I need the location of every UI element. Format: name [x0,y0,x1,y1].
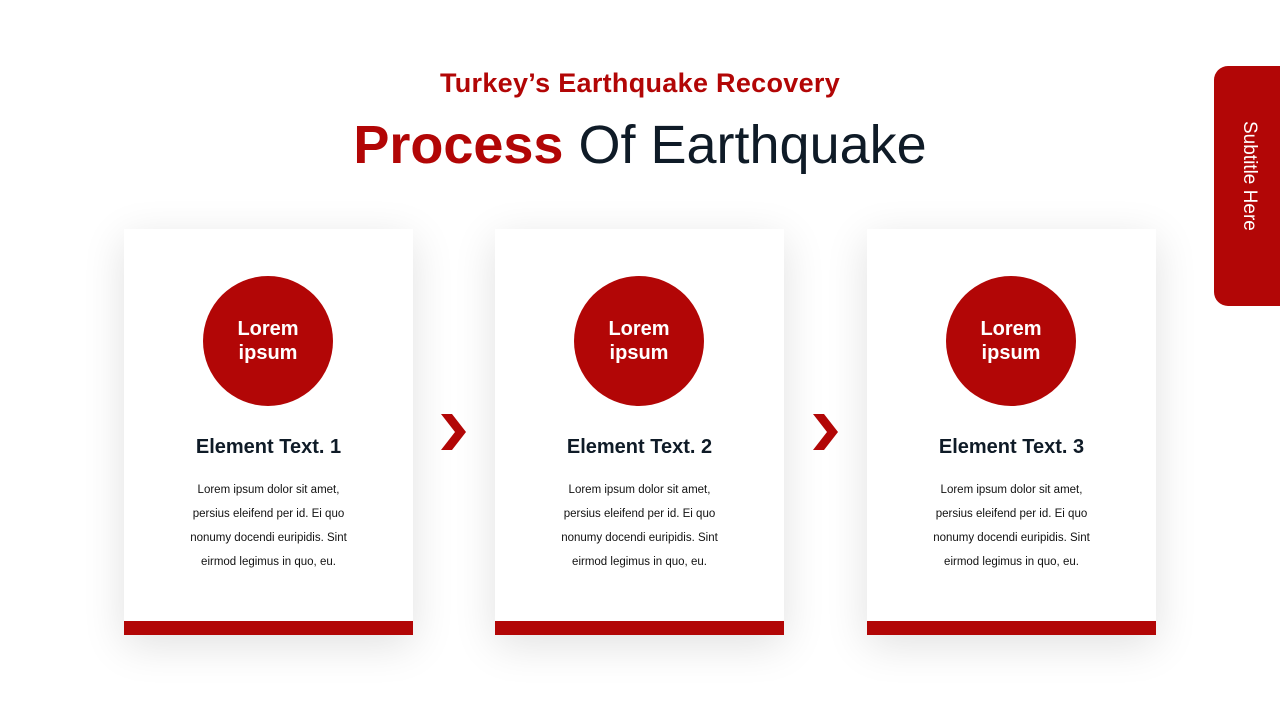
subtitle-label: Subtitle Here [1239,121,1260,231]
step-card [495,229,784,635]
chevron-right-icon [441,414,467,450]
circle-line: Lorem [608,318,670,340]
card-accent-bar [495,621,784,635]
body-line: persius eleifend per id. Ei quo [563,508,716,520]
step-body [495,478,784,574]
title-rest: Of Earthquake [563,115,927,175]
body-line: eirmod legimus in quo, eu. [572,556,707,568]
title-bold: Process [353,115,564,175]
step-title: Element Text. 2 [566,436,713,458]
body-line: nonumy docendi euripidis. Sint [561,532,718,544]
circle-line: Lorem [237,318,299,340]
body-line: eirmod legimus in quo, eu. [201,556,336,568]
step-body [867,478,1156,574]
step-title: Element Text. 1 [195,436,342,458]
kicker-heading: Turkey’s Earthquake Recovery [439,68,841,98]
step-circle [946,276,1076,406]
body-line: nonumy docendi euripidis. Sint [933,532,1090,544]
circle-line: ipsum [981,342,1041,364]
circle-line: ipsum [609,342,669,364]
body-line: persius eleifend per id. Ei quo [192,508,345,520]
body-line: persius eleifend per id. Ei quo [935,508,1088,520]
card-accent-bar [867,621,1156,635]
circle-line: ipsum [238,342,298,364]
circle-line: Lorem [980,318,1042,340]
body-line: Lorem ipsum dolor sit amet, [940,484,1083,496]
card-accent-bar [124,621,413,635]
step-circle [574,276,704,406]
step-title: Element Text. 3 [938,436,1085,458]
body-line: nonumy docendi euripidis. Sint [190,532,347,544]
body-line: Lorem ipsum dolor sit amet, [568,484,711,496]
step-circle [203,276,333,406]
step-card [867,229,1156,635]
step-body [124,478,413,574]
page-title [0,114,1280,176]
subtitle-tab [1214,66,1280,306]
body-line: eirmod legimus in quo, eu. [944,556,1079,568]
body-line: Lorem ipsum dolor sit amet, [197,484,340,496]
chevron-right-icon [813,414,839,450]
step-card [124,229,413,635]
